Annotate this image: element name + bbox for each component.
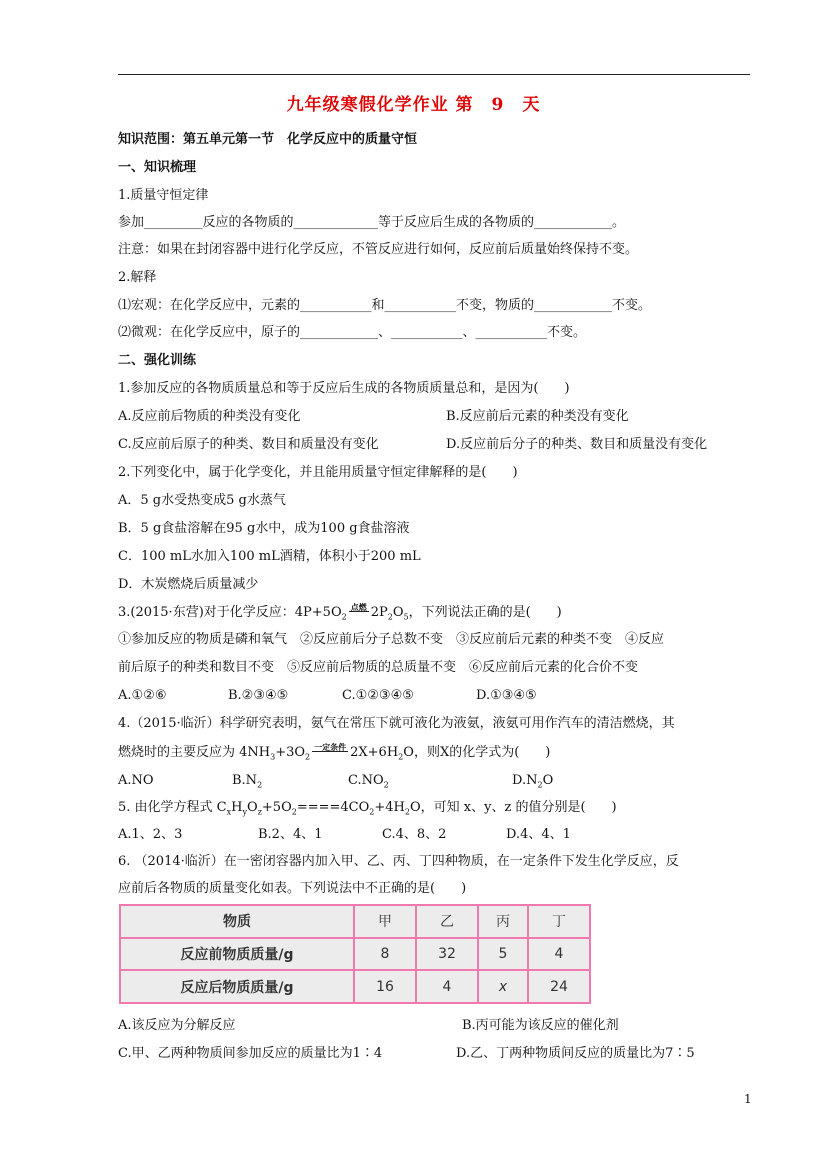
table-header-cell: 丙 [478, 905, 528, 938]
q3-stem-prefix: 3.(2015·东营)对于化学反应：4P+5O [118, 605, 342, 620]
table-header-row [120, 905, 590, 938]
q5-stem-prefix: 5. 由化学方程式 C [118, 800, 227, 815]
q4-stem-suffix: ，则X的化学式为( ) [413, 745, 551, 760]
page-title: 九年级寒假化学作业 第 9 天 [286, 95, 541, 115]
q1-option-a: A.反应前后物质的种类没有变化 [118, 409, 301, 424]
q1-option-b: B.反应前后元素的种类没有变化 [446, 409, 629, 424]
q5-option-d: D.4、4、1 [506, 827, 571, 842]
header-rule [118, 74, 750, 75]
q4-stem-1: 4.（2015·临沂）科学研究表明，氨气在常压下就可液化为液氨，液氨可用作汽车的清洁燃烧，其 [118, 716, 675, 731]
table-cell: 反应后物质质量/g [120, 970, 354, 1003]
macro-explanation: ⑴宏观：在化学反应中，元素的___________和___________不变，物质的____________不变。 [118, 298, 652, 313]
q4-stem-prefix: 燃烧时的主要反应为 4NH [118, 745, 271, 760]
knowledge-scope: 知识范围：第五单元第一节 化学反应中的质量守恒 [118, 132, 418, 147]
q4-option-a: A.NO [118, 773, 154, 788]
q3-option-a: A.①②⑥ [118, 688, 167, 703]
q5-stem: 5. 由化学方程式 $C_xH_yO_z+5O_2====4CO_2+4H_2O$，可知 x、y、z 的值分别是( ) [118, 800, 617, 817]
section2-heading: 二、强化训练 [118, 353, 197, 368]
q2-option-a: A．5 g水受热变成5 g水蒸气 [118, 493, 286, 508]
table-row [120, 938, 590, 971]
q6-option-b: B.丙可能为该反应的催化剂 [462, 1018, 619, 1033]
table-cell: 16 [354, 970, 416, 1003]
table-cell: 8 [354, 938, 416, 971]
q5-option-b: B.2、4、1 [258, 827, 323, 842]
table-header-cell: 甲 [354, 905, 416, 938]
q1-stem: 1.参加反应的各物质质量总和等于反应后生成的各物质质量总和，是因为( ) [118, 381, 570, 396]
q2-stem: 2.下列变化中，属于化学变化，并且能用质量守恒定律解释的是( ) [118, 465, 518, 480]
q4-option-d: $D.N_2O$ [512, 773, 554, 790]
q5-stem-suffix: ，可知 x、y、z 的值分别是( ) [420, 800, 617, 815]
q5-option-a: A.1、2、3 [118, 827, 183, 842]
q6-option-c: C.甲、乙两种物质间参加反应的质量比为1∶4 [118, 1046, 383, 1061]
q2-option-d: D．木炭燃烧后质量减少 [118, 577, 259, 592]
table-cell: 32 [416, 938, 478, 971]
q6-option-a: A.该反应为分解反应 [118, 1018, 236, 1033]
q2-option-c: C．100 mL水加入100 mL酒精，体积小于200 mL [118, 549, 421, 564]
q6-stem-1: 6. （2014·临沂）在一密闭容器内加入甲、乙、丙、丁四种物质，在一定条件下发生化学反应，反 [118, 854, 679, 869]
q5-option-c: C.4、8、2 [382, 827, 447, 842]
q3-stem: 3.(2015·东营)对于化学反应：$4P+5O_2$点燃 $2P_2O_5$，下列说法正确的是( ) [118, 602, 562, 622]
q1-option-d: D.反应前后分子的种类、数目和质量没有变化 [446, 437, 708, 452]
section1-heading: 一、知识梳理 [118, 160, 197, 175]
q1-option-c: C.反应前后原子的种类、数目和质量没有变化 [118, 437, 379, 452]
page-number: 1 [744, 1092, 752, 1106]
table-cell: 反应前物质质量/g [120, 938, 354, 971]
mass-change-table [119, 904, 591, 1004]
q3-option-d: D.①③④⑤ [476, 688, 537, 703]
q4-option-b: $B.N_2$ [232, 773, 263, 790]
q4-option-c: $C.NO_2$ [348, 773, 389, 790]
q6-option-d: D.乙、丁两种物质间反应的质量比为7∶5 [456, 1046, 695, 1061]
table-row [120, 970, 590, 1003]
q3-option-c: C.①②③④⑤ [342, 688, 414, 703]
q6-stem-2: 应前后各物质的质量变化如表。下列说法中不正确的是( ) [118, 881, 467, 896]
table-header-cell: 乙 [416, 905, 478, 938]
q3-condition: 点燃 [350, 602, 367, 612]
q4-stem-2: 燃烧时的主要反应为 $4NH_3+3O_2$一定条件 $2X+6H_2O$，则X的化学式为( ) [118, 742, 551, 762]
q4-condition: 一定条件 [314, 742, 347, 752]
q2-option-b: B．5 g食盐溶解在95 g水中，成为100 g食盐溶液 [118, 521, 410, 536]
table-cell: x [478, 970, 528, 1003]
table-header-cell: 物质 [120, 905, 354, 938]
table-cell: 4 [416, 970, 478, 1003]
table-cell: 5 [478, 938, 528, 971]
q3-statements-1: ①参加反应的物质是磷和氧气 ②反应前后分子总数不变 ③反应前后元素的种类不变 ④反应 [118, 632, 665, 647]
note: 注意：如果在封闭容器中进行化学反应，不管反应进行如何，反应前后质量始终保持不变。 [118, 242, 639, 257]
item1-title: 1.质量守恒定律 [118, 188, 209, 203]
table-cell: 4 [528, 938, 590, 971]
q3-option-b: B.②③④⑤ [228, 688, 289, 703]
item1-body: 参加_________反应的各物质的_____________等于反应后生成的各物质的____________。 [118, 215, 626, 230]
table-header-cell: 丁 [528, 905, 590, 938]
table-cell: 24 [528, 970, 590, 1003]
q3-statements-2: 前后原子的种类和数目不变 ⑤反应前后物质的总质量不变 ⑥反应前后元素的化合价不变 [118, 660, 639, 675]
q3-stem-suffix: ，下列说法正确的是( ) [408, 605, 562, 620]
micro-explanation: ⑵微观：在化学反应中，原子的____________、___________、___________不变。 [118, 325, 587, 340]
item2-title: 2.解释 [118, 270, 157, 285]
